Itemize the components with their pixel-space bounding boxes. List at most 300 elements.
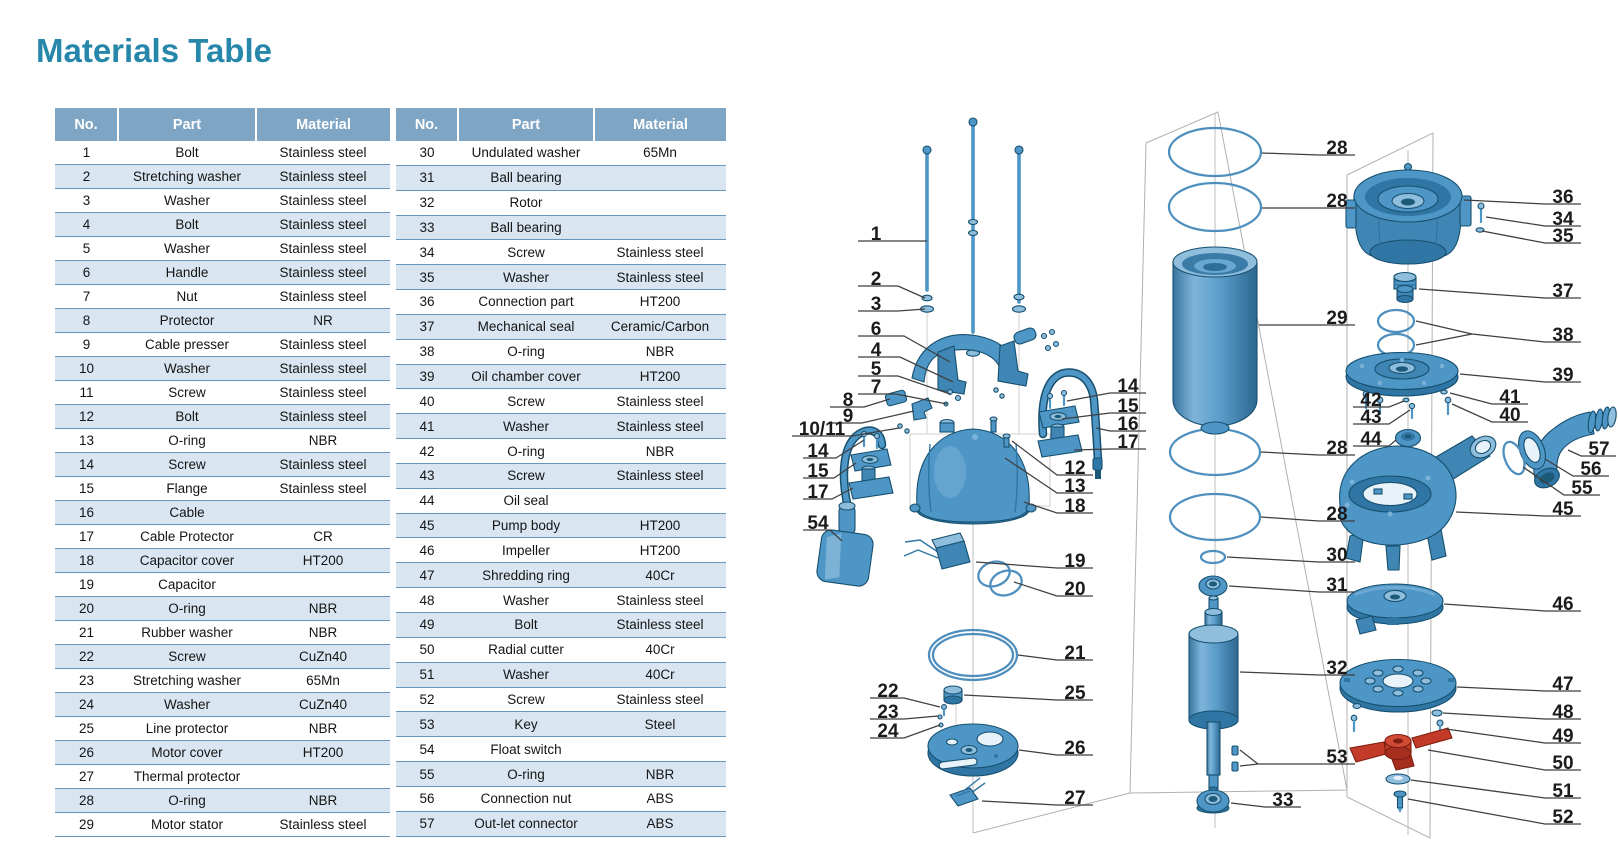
part-washer-51: [1386, 774, 1410, 784]
table-cell: [594, 215, 726, 240]
callout-number: 52: [1552, 807, 1574, 828]
table-cell: 40Cr: [594, 563, 726, 588]
table-row: [55, 237, 390, 261]
callout-number: 37: [1552, 281, 1574, 302]
table-row: [55, 477, 390, 501]
table-cell: 56: [419, 791, 435, 807]
table-row: [55, 357, 390, 381]
table-cell: 25: [78, 721, 95, 736]
callout-number: 43: [1360, 407, 1382, 428]
materials-table-2: [396, 108, 726, 837]
column-header-no: No.: [396, 108, 458, 141]
table-cell: ABS: [646, 791, 674, 807]
table-cell: 54: [419, 741, 435, 757]
table-cell: 19: [78, 577, 95, 592]
table-cell: Stainless steel: [279, 481, 367, 496]
table-cell: 32: [419, 195, 435, 211]
table-cell: 45: [396, 513, 458, 538]
table-cell: 3: [82, 193, 91, 208]
table-cell: NR: [256, 309, 390, 333]
table-row: [55, 789, 390, 813]
table-cell: 24: [55, 693, 118, 717]
table-cell: Nut: [176, 289, 198, 304]
table-cell: 27: [78, 769, 95, 784]
table-row: [55, 453, 390, 477]
callout-number: 40: [1499, 405, 1521, 426]
table-row: [396, 314, 726, 339]
callout-number: 48: [1552, 702, 1574, 723]
callout-number: 12: [1064, 458, 1086, 479]
table-header-row: [396, 108, 726, 141]
table-cell: 41: [396, 414, 458, 439]
table-cell: NBR: [256, 789, 390, 813]
table-cell: Stainless steel: [279, 193, 367, 208]
table-row: [396, 463, 726, 488]
callout-number: 2: [870, 269, 882, 290]
callout-number: 45: [1552, 499, 1574, 520]
table-cell: Handle: [118, 261, 256, 285]
table-cell: CuZn40: [256, 645, 390, 669]
callout-number: 28: [1326, 191, 1348, 212]
table-row: [55, 693, 390, 717]
table-cell: Ball bearing: [458, 165, 594, 190]
table-cell: Stainless steel: [616, 592, 704, 608]
table-row: [396, 662, 726, 687]
table-cell: 14: [55, 453, 118, 477]
table-cell: 44: [419, 493, 435, 509]
part-ball-bearing-top: [1199, 576, 1227, 596]
column-header-part: Part: [458, 108, 594, 141]
table-row: [55, 285, 390, 309]
page-title: Materials Table: [36, 32, 272, 70]
part-keys: [1232, 746, 1238, 771]
part-handle: [912, 327, 1059, 406]
callout-number: 29: [1326, 308, 1348, 329]
table-row: [55, 549, 390, 573]
table-cell: 28: [55, 789, 118, 813]
table-cell: ABS: [594, 811, 726, 836]
table-cell: Shredding ring: [458, 563, 594, 588]
callout-number: 54: [807, 513, 829, 534]
table-cell: Capacitor: [158, 577, 216, 592]
callout-number: 44: [1360, 429, 1382, 450]
part-o-rings-38: [1378, 310, 1414, 356]
table-cell: 6: [55, 261, 118, 285]
table-cell: NBR: [645, 344, 675, 360]
table-cell: 8: [55, 309, 118, 333]
table-cell: Bolt: [118, 213, 256, 237]
table-cell: O-ring: [118, 789, 256, 813]
part-impeller: [1347, 584, 1443, 634]
callout-number: 6: [870, 319, 882, 340]
table-cell: 40: [419, 393, 435, 409]
callout-leader: [830, 399, 890, 407]
table-cell: Flange: [166, 481, 208, 496]
table-row: [55, 405, 390, 429]
table-row: [396, 811, 726, 836]
callout-number: 10/11: [798, 419, 846, 440]
part-connection-part: [1346, 164, 1484, 265]
table-row: [55, 597, 390, 621]
table-cell: Motor stator: [150, 817, 224, 832]
table-cell: 10: [55, 357, 118, 381]
table-cell: Stainless steel: [616, 393, 704, 409]
table-cell: O-ring: [507, 344, 545, 360]
callout-number: 14: [807, 441, 829, 462]
table-row: [396, 215, 726, 240]
table-cell: Steel: [594, 712, 726, 737]
callout-number: 28: [1326, 138, 1348, 159]
table-cell: NBR: [308, 625, 338, 640]
callout-number: 53: [1326, 747, 1348, 768]
callout-number: 34: [1552, 209, 1574, 230]
table-cell: NBR: [308, 721, 338, 736]
callout-number: 56: [1580, 459, 1602, 480]
table-cell: Thermal protector: [133, 769, 241, 784]
materials-table-1: [55, 108, 390, 837]
table-row: [55, 501, 390, 525]
table-cell: Cable presser: [144, 337, 230, 352]
table-cell: Washer: [458, 265, 594, 290]
callout-number: 4: [870, 340, 882, 361]
callout-number: 1: [870, 224, 882, 245]
callout-number: 18: [1064, 496, 1086, 517]
table-cell: 13: [78, 433, 95, 448]
callout-leader: [858, 286, 925, 298]
part-motor-cover: [928, 724, 1018, 776]
callout-number: 46: [1552, 594, 1574, 615]
table-cell: CuZn40: [256, 693, 390, 717]
table-row: [396, 240, 726, 265]
table-cell: 39: [396, 364, 458, 389]
table-row: [396, 290, 726, 315]
table-cell: Stainless steel: [256, 213, 390, 237]
table-cell: 42: [419, 443, 435, 459]
table-row: [396, 588, 726, 613]
table-cell: Ceramic/Carbon: [594, 314, 726, 339]
table-cell: Washer: [458, 662, 594, 687]
table-cell: Motor cover: [118, 741, 256, 765]
callout-number: 13: [1064, 476, 1086, 497]
table-row: [55, 621, 390, 645]
table-cell: 51: [396, 662, 458, 687]
callout-number: 32: [1326, 658, 1348, 679]
table-row: [55, 717, 390, 741]
table-cell: 65Mn: [306, 673, 340, 688]
table-row: [55, 645, 390, 669]
table-row: [55, 189, 390, 213]
part-capacitor-cover: [910, 417, 1036, 524]
table-cell: 22: [55, 645, 118, 669]
callout-number: 19: [1064, 551, 1086, 572]
table-cell: Bolt: [458, 613, 594, 638]
callout-number: 17: [1117, 432, 1139, 453]
table-cell: 57: [396, 811, 458, 836]
table-cell: HT200: [639, 542, 681, 558]
part-mechanical-seal: [1394, 273, 1416, 303]
table-cell: O-ring: [118, 597, 256, 621]
table-row: [55, 381, 390, 405]
table-cell: Mechanical seal: [458, 314, 594, 339]
table-row: [55, 573, 390, 597]
table-cell: Washer: [118, 693, 256, 717]
table-cell: 33: [396, 215, 458, 240]
callout-number: 5: [870, 359, 882, 380]
table-cell: Screw: [507, 244, 545, 260]
callout-number: 17: [807, 482, 829, 503]
table-cell: Stainless steel: [279, 337, 367, 352]
table-cell: 17: [78, 529, 95, 544]
table-cell: Washer: [458, 414, 594, 439]
table-cell: 12: [55, 405, 118, 429]
table-cell: 4: [55, 213, 118, 237]
callout-number: 16: [1117, 414, 1139, 435]
table-row: [55, 669, 390, 693]
table-cell: CR: [313, 529, 333, 544]
table-cell: 37: [396, 314, 458, 339]
table-cell: Capacitor cover: [118, 549, 256, 573]
callout-number: 26: [1064, 738, 1086, 759]
table-cell: 9: [82, 337, 91, 352]
callout-number: 3: [870, 294, 882, 315]
table-cell: HT200: [594, 513, 726, 538]
callout-number: 20: [1064, 579, 1086, 600]
table-row: [55, 165, 390, 189]
table-cell: Stainless steel: [616, 691, 704, 707]
table-cell: 43: [396, 463, 458, 488]
table-cell: Out-let connector: [458, 811, 594, 836]
table-row: [396, 190, 726, 215]
table-row: [55, 525, 390, 549]
table-row: [55, 813, 390, 837]
callout-number: 15: [1117, 396, 1139, 417]
part-cable-assembly-left: [844, 431, 893, 508]
table-cell: 15: [78, 481, 95, 496]
table-cell: Stainless steel: [594, 265, 726, 290]
callout-number: 23: [877, 702, 899, 723]
table-row: [55, 429, 390, 453]
table-cell: Stretching washer: [132, 673, 242, 688]
table-cell: 21: [78, 625, 95, 640]
callout-number: 55: [1571, 478, 1593, 499]
table-cell: NBR: [256, 597, 390, 621]
materials-tables: [55, 108, 726, 837]
table-row: [55, 333, 390, 357]
table-header-row: [55, 108, 390, 141]
table-cell: NBR: [308, 433, 338, 448]
part-bolts: [921, 118, 1026, 356]
part-screws-22-24: [938, 705, 946, 727]
table-cell: Cable Protector: [140, 529, 234, 544]
table-cell: Stainless steel: [279, 385, 367, 400]
table-cell: 18: [55, 549, 118, 573]
table-cell: Screw: [507, 691, 545, 707]
table-cell: [594, 737, 726, 762]
table-cell: Stretching washer: [118, 165, 256, 189]
table-cell: 53: [396, 712, 458, 737]
table-cell: Protector: [118, 309, 256, 333]
callout-leader: [1240, 764, 1258, 766]
callout-number: 42: [1360, 390, 1382, 411]
part-undulated-washer: [1201, 551, 1225, 563]
table-cell: 20: [55, 597, 118, 621]
table-cell: Connection part: [478, 294, 574, 310]
callout-number: 33: [1272, 790, 1294, 811]
table-row: [55, 213, 390, 237]
table-cell: Rubber washer: [141, 625, 233, 640]
table-cell: HT200: [256, 741, 390, 765]
table-cell: Screw: [507, 393, 545, 409]
column-header-material: Material: [256, 108, 390, 141]
table-cell: Washer: [118, 357, 256, 381]
callout-number: 27: [1064, 788, 1086, 809]
table-row: [396, 488, 726, 513]
table-cell: Stainless steel: [594, 613, 726, 638]
table-cell: HT200: [256, 549, 390, 573]
table-cell: Stainless steel: [594, 463, 726, 488]
table-row: [396, 538, 726, 563]
table-cell: 40Cr: [594, 662, 726, 687]
table-row: [396, 737, 726, 762]
table-cell: 55: [396, 762, 458, 787]
table-cell: Connection nut: [480, 791, 572, 807]
table-cell: O-ring: [507, 443, 545, 459]
table-cell: 38: [419, 344, 435, 360]
table-cell: [594, 165, 726, 190]
table-row: [396, 762, 726, 787]
table-cell: [594, 488, 726, 513]
table-cell: Stainless steel: [256, 165, 390, 189]
part-protector: [885, 390, 907, 407]
callout-number: 47: [1552, 674, 1574, 695]
callout-number: 49: [1552, 726, 1574, 747]
table-row: [396, 786, 726, 811]
callout-number: 28: [1326, 504, 1348, 525]
table-cell: 65Mn: [643, 145, 677, 161]
table-cell: Oil chamber cover: [458, 364, 594, 389]
table-cell: 48: [419, 592, 435, 608]
table-cell: 16: [55, 501, 118, 525]
table-cell: 34: [419, 244, 435, 260]
table-cell: Stainless steel: [279, 241, 367, 256]
table-cell: 26: [55, 741, 118, 765]
table-cell: Stainless steel: [256, 453, 390, 477]
table-cell: 23: [78, 673, 95, 688]
table-cell: Stainless steel: [279, 145, 367, 160]
callout-leader: [1416, 334, 1472, 345]
part-rotor: [1189, 596, 1238, 791]
table-cell: Stainless steel: [594, 414, 726, 439]
table-cell: HT200: [594, 364, 726, 389]
part-capacitor: [904, 533, 970, 569]
table-row: [396, 687, 726, 712]
table-cell: 5: [82, 241, 91, 256]
callout-number: 28: [1326, 438, 1348, 459]
table-cell: 40Cr: [645, 642, 675, 658]
callout-number: 39: [1552, 365, 1574, 386]
table-cell: 29: [78, 817, 95, 832]
part-ball-bearing-bottom: [1197, 790, 1229, 813]
table-cell: Oil seal: [503, 493, 549, 509]
callout-number: 9: [842, 406, 854, 427]
table-row: [396, 265, 726, 290]
table-cell: [256, 501, 390, 525]
table-row: [55, 765, 390, 789]
table-cell: Rotor: [509, 195, 543, 211]
exploded-view-diagram: [750, 100, 1618, 866]
column-header-no: No.: [55, 108, 118, 141]
table-cell: Impeller: [501, 542, 550, 558]
table-cell: Stainless steel: [616, 244, 704, 260]
table-cell: Washer: [502, 592, 549, 608]
column-header-material: Material: [594, 108, 726, 141]
callout-number: 7: [870, 377, 882, 398]
table-row: [55, 309, 390, 333]
table-cell: Key: [458, 712, 594, 737]
part-pump-body: [1340, 432, 1500, 570]
table-cell: NBR: [645, 443, 675, 459]
table-cell: Bolt: [118, 405, 256, 429]
callout-number: 31: [1326, 575, 1348, 596]
callout-number: 35: [1552, 226, 1574, 247]
table-cell: [256, 765, 390, 789]
callout-number: 57: [1588, 439, 1610, 460]
callout-number: 30: [1326, 545, 1348, 566]
table-cell: Stainless steel: [256, 261, 390, 285]
table-cell: Line protector: [145, 721, 229, 736]
table-cell: Screw: [168, 385, 206, 400]
callout-number: 38: [1552, 325, 1574, 346]
table-cell: O-ring: [168, 433, 206, 448]
table-row: [396, 439, 726, 464]
callout-number: 24: [877, 721, 899, 742]
table-row: [396, 637, 726, 662]
table-cell: [256, 573, 390, 597]
callout-leader: [858, 309, 925, 311]
table-row: [396, 141, 726, 165]
table-cell: 47: [396, 563, 458, 588]
table-row: [396, 414, 726, 439]
table-cell: 35: [396, 265, 458, 290]
table-cell: 2: [55, 165, 118, 189]
column-header-part: Part: [118, 108, 256, 141]
table-cell: Ball bearing: [458, 215, 594, 240]
callout-number: 50: [1552, 753, 1574, 774]
table-cell: 1: [82, 145, 91, 160]
table-cell: Radial cutter: [488, 642, 564, 658]
table-cell: 46: [419, 542, 435, 558]
callout-number: 8: [842, 390, 854, 411]
callout-number: 14: [1117, 376, 1139, 397]
table-cell: Screw: [118, 453, 256, 477]
callout-number: 41: [1499, 387, 1521, 408]
table-row: [396, 563, 726, 588]
table-cell: Screw: [118, 645, 256, 669]
part-motor-stator: [1173, 247, 1257, 434]
table-cell: Stainless steel: [256, 357, 390, 381]
part-thermal-protector: [950, 778, 985, 806]
table-cell: O-ring: [458, 762, 594, 787]
table-cell: Washer: [163, 241, 210, 256]
part-oil-seal: [1396, 430, 1421, 447]
table-cell: Washer: [163, 193, 210, 208]
table-row: [396, 613, 726, 638]
table-cell: Stainless steel: [256, 405, 390, 429]
table-cell: 30: [419, 145, 435, 161]
table-cell: 50: [419, 642, 435, 658]
table-cell: Stainless steel: [279, 289, 367, 304]
table-cell: NBR: [594, 762, 726, 787]
